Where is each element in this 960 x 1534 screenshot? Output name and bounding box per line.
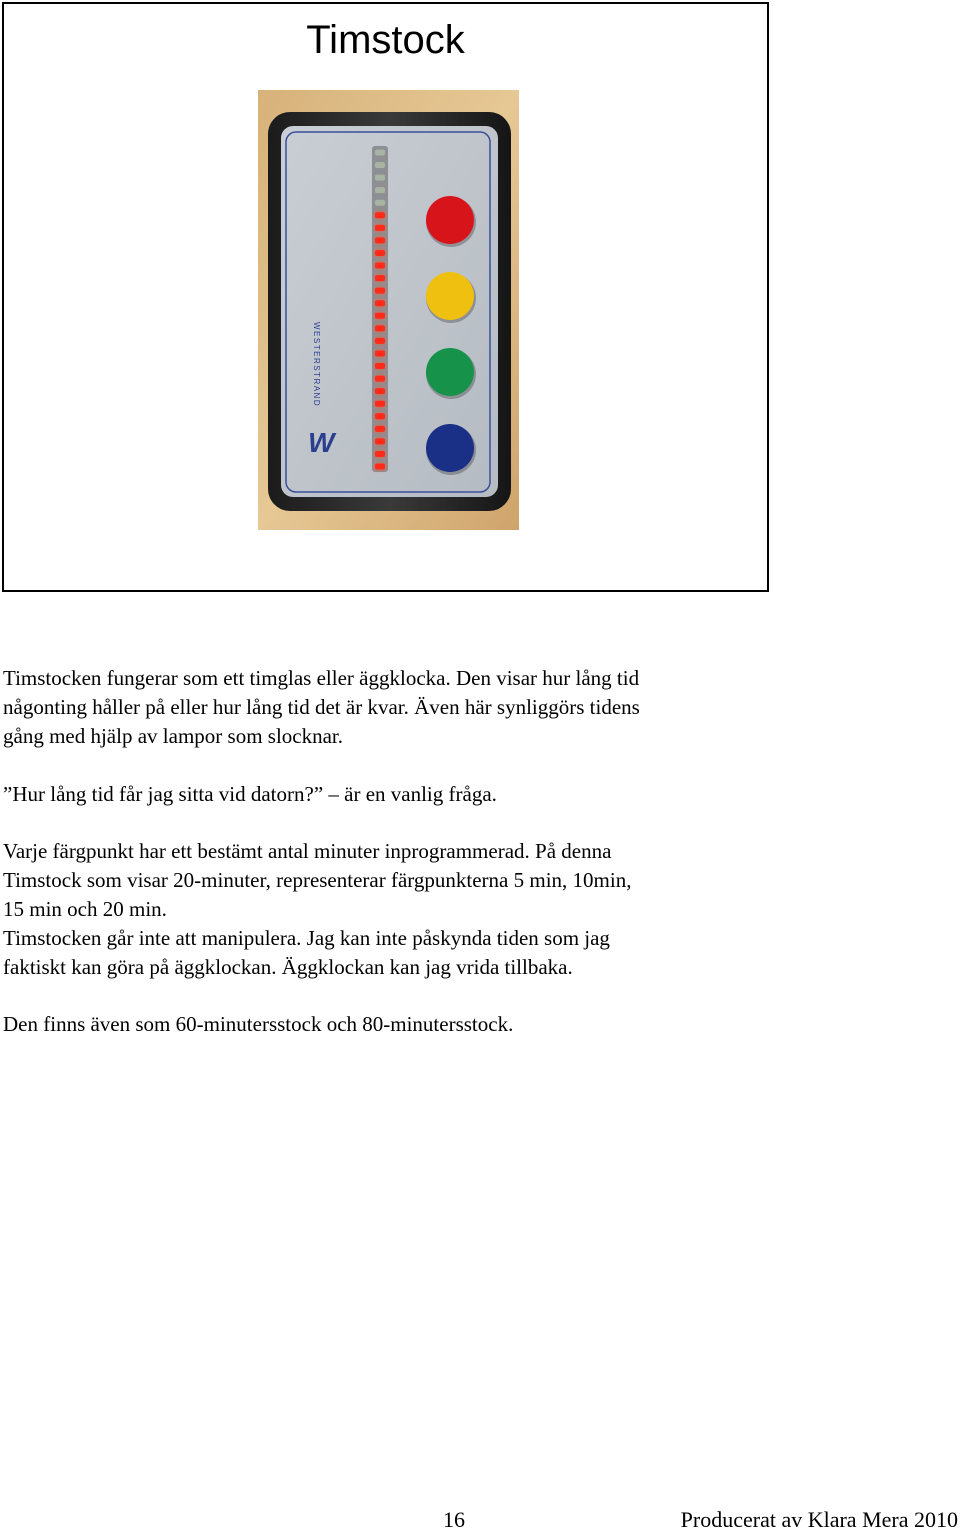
slide-title: Timstock (306, 18, 465, 62)
paragraph-line-6: 15 min och 20 min. (3, 897, 167, 921)
red-button (426, 196, 474, 244)
paragraph-line-8: faktiskt kan göra på äggklockan. Äggklockan kan jag vrida tillbaka. (3, 955, 573, 979)
paragraph-line-2: någonting håller på eller hur lång tid det är kvar. Även här synliggörs tidens (3, 695, 640, 719)
footer-credit: Producerat av Klara Mera 2010 (680, 1507, 958, 1532)
led-lit (375, 263, 385, 269)
brand-label: WESTERSTRAND (312, 322, 321, 408)
quote-line: ”Hur lång tid får jag sitta vid datorn?” – är en vanlig fråga. (3, 782, 497, 806)
led-lit (375, 338, 385, 344)
green-button (426, 348, 474, 396)
led-lit (375, 363, 385, 369)
led-lit (375, 350, 385, 356)
led-lit (375, 288, 385, 294)
slide-frame (2, 2, 769, 592)
paragraph-line-1: Timstocken fungerar som ett timglas eller äggklocka. Den visar hur lång tid (3, 666, 640, 690)
led-lit (375, 250, 385, 256)
paragraph-line-5: Timstock som visar 20-minuter, representerar färgpunkterna 5 min, 10min, (3, 868, 632, 892)
led-lit (375, 325, 385, 331)
paragraph-line-4: Varje färgpunkt har ett bestämt antal minuter inprogrammerad. På denna (3, 839, 612, 863)
led-off (375, 200, 385, 206)
led-off (375, 175, 385, 181)
led-lit (375, 225, 385, 231)
led-lit (375, 376, 385, 382)
led-lit (375, 237, 385, 243)
led-lit (375, 438, 385, 444)
led-off (375, 187, 385, 193)
led-lit (375, 300, 385, 306)
led-strip (372, 146, 388, 472)
led-lit (375, 464, 385, 470)
brand-logo: W (308, 427, 335, 458)
led-lit (375, 451, 385, 457)
paragraph-line-7: Timstocken går inte att manipulera. Jag kan inte påskynda tiden som jag (3, 926, 610, 950)
timstock-photo (258, 90, 519, 530)
led-lit (375, 313, 385, 319)
led-lit (375, 426, 385, 432)
led-lit (375, 413, 385, 419)
led-lit (375, 212, 385, 218)
yellow-button (426, 272, 474, 320)
led-off (375, 162, 385, 168)
blue-button (426, 424, 474, 472)
page-number: 16 (443, 1507, 465, 1532)
paragraph-line-9: Den finns även som 60-minutersstock och 80-minutersstock. (3, 1012, 514, 1036)
paragraph-line-3: gång med hjälp av lampor som slocknar. (3, 724, 344, 748)
led-off (375, 150, 385, 156)
led-lit (375, 275, 385, 281)
led-lit (375, 388, 385, 394)
led-lit (375, 401, 385, 407)
